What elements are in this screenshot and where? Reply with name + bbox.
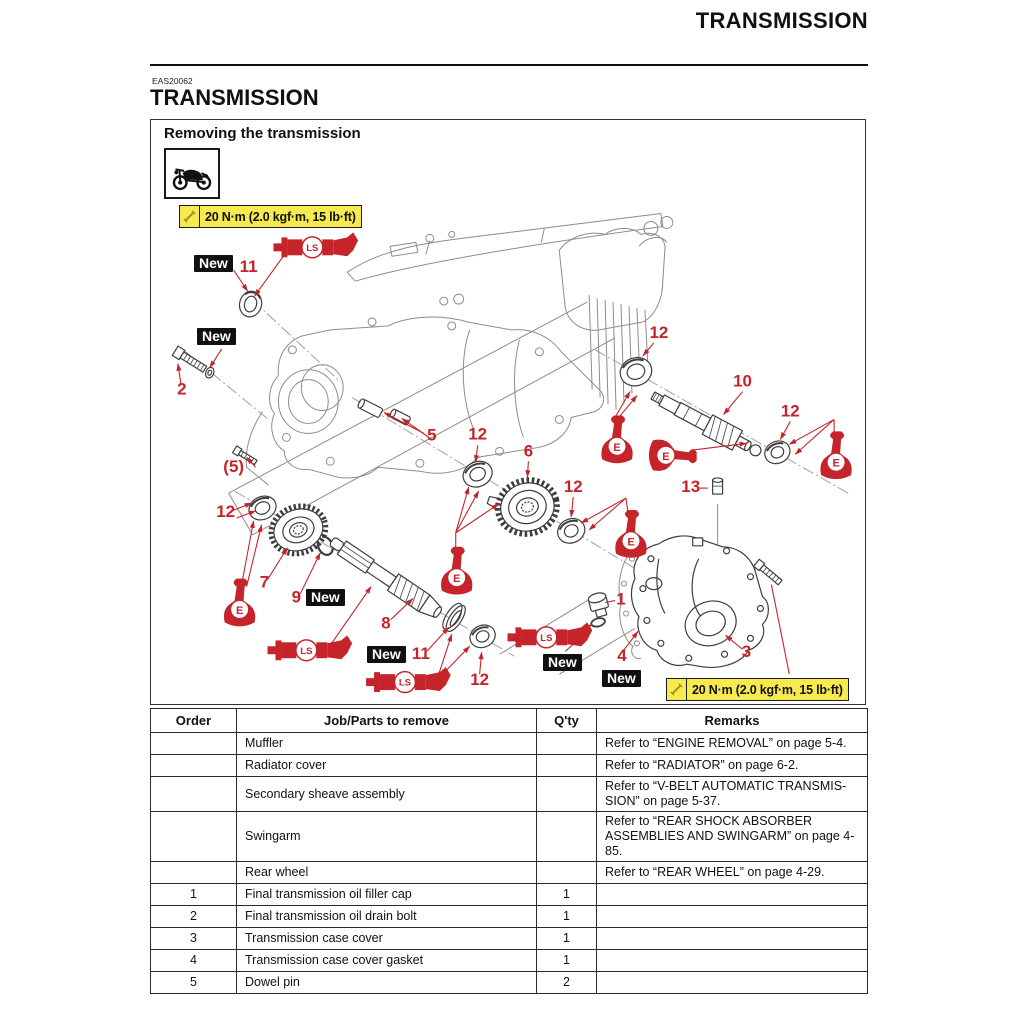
callout-11-bottom: 11: [411, 644, 430, 664]
torque-spec-text: 20 N·m (2.0 kgf·m, 15 lb·ft): [692, 682, 843, 697]
torque-spec-label: [666, 678, 849, 701]
cell-order: 4: [151, 950, 237, 972]
callout-12-left: 12: [216, 501, 236, 521]
e-label: E: [613, 441, 621, 454]
section-code: EAS20062: [152, 76, 193, 86]
cell-qty: 1: [537, 884, 597, 906]
cell-order: [151, 862, 237, 884]
cell-remarks: [597, 950, 868, 972]
callout-12-right: 12: [780, 401, 800, 421]
cell-remarks: [597, 884, 868, 906]
table-header-row: [151, 709, 868, 733]
col-header-qty: Q'ty: [537, 709, 597, 733]
torque-spec-label: [179, 205, 362, 228]
e-label: E: [627, 536, 635, 549]
cell-order: 2: [151, 906, 237, 928]
parts-table: [150, 708, 868, 994]
cell-job: Transmission case cover gasket: [237, 950, 537, 972]
ls-label: LS: [306, 242, 319, 254]
cell-remarks: [597, 928, 868, 950]
cell-job: Rear wheel: [237, 862, 537, 884]
new-badge: New: [602, 670, 641, 687]
header-rule: [150, 64, 868, 66]
part-bearing-12-topright: [616, 353, 655, 390]
new-badge: New: [543, 654, 582, 671]
cell-remarks: Refer to “RADIATOR” on page 6-2.: [597, 755, 868, 777]
cell-remarks: Refer to “V-BELT AUTOMATIC TRANSMIS-SION” on page 5-37.: [597, 777, 868, 812]
section-title: TRANSMISSION: [150, 85, 319, 110]
cell-job: Secondary sheave assembly: [237, 777, 537, 812]
new-badge: New: [197, 328, 236, 345]
cell-qty: [537, 862, 597, 884]
cell-order: [151, 812, 237, 862]
table-row: [151, 733, 868, 755]
cell-job: Final transmission oil drain bolt: [237, 906, 537, 928]
oil-can-icon: [601, 415, 632, 463]
part-shaft-10-tip: [750, 445, 761, 456]
callout-9: 9: [291, 587, 302, 607]
callout-4: 4: [617, 646, 627, 666]
callout-5: 5: [427, 425, 437, 445]
part-o-ring: [590, 617, 606, 628]
ls-label: LS: [398, 677, 411, 689]
ls-grease-icon: [366, 667, 451, 692]
ls-grease-icon: [273, 232, 358, 257]
cell-order: [151, 777, 237, 812]
callout-12-topright: 12: [649, 322, 669, 342]
ls-label: LS: [540, 632, 553, 644]
part-bearing-12-right: [761, 437, 794, 468]
cell-qty: 1: [537, 950, 597, 972]
cell-remarks: Refer to “REAR SHOCK ABSORBER ASSEMBLIES AND SWINGARM” on page 4-85.: [597, 812, 868, 862]
cell-order: 3: [151, 928, 237, 950]
cell-order: 5: [151, 972, 237, 994]
oil-can-icon: [224, 579, 255, 627]
col-header-remarks: Remarks: [597, 709, 868, 733]
cell-job: Swingarm: [237, 812, 537, 862]
oil-can-icon-horizontal: [649, 440, 697, 471]
cell-qty: 2: [537, 972, 597, 994]
cell-job: Dowel pin: [237, 972, 537, 994]
table-row: [151, 906, 868, 928]
torque-spec-text: 20 N·m (2.0 kgf·m, 15 lb·ft): [205, 209, 356, 224]
part-bearing-12-midright: [554, 514, 589, 547]
table-row: [151, 950, 868, 972]
wrench-icon: [667, 679, 687, 700]
callout-1: 1: [616, 589, 626, 609]
e-label: E: [235, 604, 244, 617]
new-badge: New: [194, 255, 233, 272]
cell-remarks: [597, 972, 868, 994]
e-label: E: [662, 450, 670, 463]
ls-grease-icon: [508, 622, 593, 647]
e-label: E: [832, 457, 840, 470]
table-row: [151, 928, 868, 950]
part-bearing-12-bottom: [466, 621, 499, 652]
callout-11-top: 11: [239, 257, 258, 277]
cell-remarks: Refer to “REAR WHEEL” on page 4-29.: [597, 862, 868, 884]
cell-qty: 1: [537, 906, 597, 928]
cell-job: Radiator cover: [237, 755, 537, 777]
callout-12-mid: 12: [468, 424, 488, 444]
cell-order: 1: [151, 884, 237, 906]
cell-order: [151, 733, 237, 755]
part-shaft-8: [326, 533, 445, 622]
cell-job: Transmission case cover: [237, 928, 537, 950]
cell-qty: [537, 755, 597, 777]
part-filler-cap-1: [587, 591, 610, 618]
cell-job: Muffler: [237, 733, 537, 755]
cell-order: [151, 755, 237, 777]
part-gear-6: [484, 473, 563, 542]
cell-qty: 1: [537, 928, 597, 950]
table-row: [151, 884, 868, 906]
table-row: [151, 755, 868, 777]
table-row: [151, 972, 868, 994]
part-plug-13: [713, 478, 723, 494]
page-header-title: TRANSMISSION: [695, 8, 868, 33]
new-badge: New: [367, 646, 406, 663]
cell-qty: [537, 733, 597, 755]
part-drain-bolt: [172, 346, 207, 374]
parts: [172, 289, 793, 668]
part-dowel-pin-a: [357, 398, 383, 418]
callout-10: 10: [733, 371, 752, 391]
oil-can-icon: [820, 431, 851, 479]
cell-remarks: [597, 906, 868, 928]
part-oil-seal-top: [237, 289, 265, 320]
wrench-icon: [180, 206, 200, 227]
callout-12-midright: 12: [563, 477, 583, 497]
callout-3: 3: [741, 642, 752, 662]
callout-13: 13: [681, 477, 701, 497]
figure-title: Removing the transmission: [164, 125, 361, 142]
ls-grease-icon: [268, 635, 353, 660]
cell-qty: [537, 812, 597, 862]
callout-5-paren: (5): [223, 457, 244, 477]
e-label: E: [453, 573, 461, 586]
part-oil-seal-bottom: [439, 601, 469, 635]
callout-7: 7: [259, 572, 270, 592]
oil-can-icon: [441, 547, 472, 595]
new-badge: New: [306, 589, 345, 606]
ls-label: LS: [300, 645, 313, 657]
oil-can-icon: [615, 510, 646, 558]
col-header-order: Order: [151, 709, 237, 733]
table-row: [151, 812, 868, 862]
col-header-job: Job/Parts to remove: [237, 709, 537, 733]
callout-6: 6: [523, 441, 534, 461]
callout-2: 2: [177, 379, 187, 399]
cell-remarks: Refer to “ENGINE REMOVAL” on page 5-4.: [597, 733, 868, 755]
table-row: [151, 777, 868, 812]
cell-qty: [537, 777, 597, 812]
callout-12-bottom: 12: [470, 670, 490, 690]
callout-8: 8: [381, 613, 391, 633]
cell-job: Final transmission oil filler cap: [237, 884, 537, 906]
table-row: [151, 862, 868, 884]
part-bearing-12-mid: [459, 457, 497, 492]
